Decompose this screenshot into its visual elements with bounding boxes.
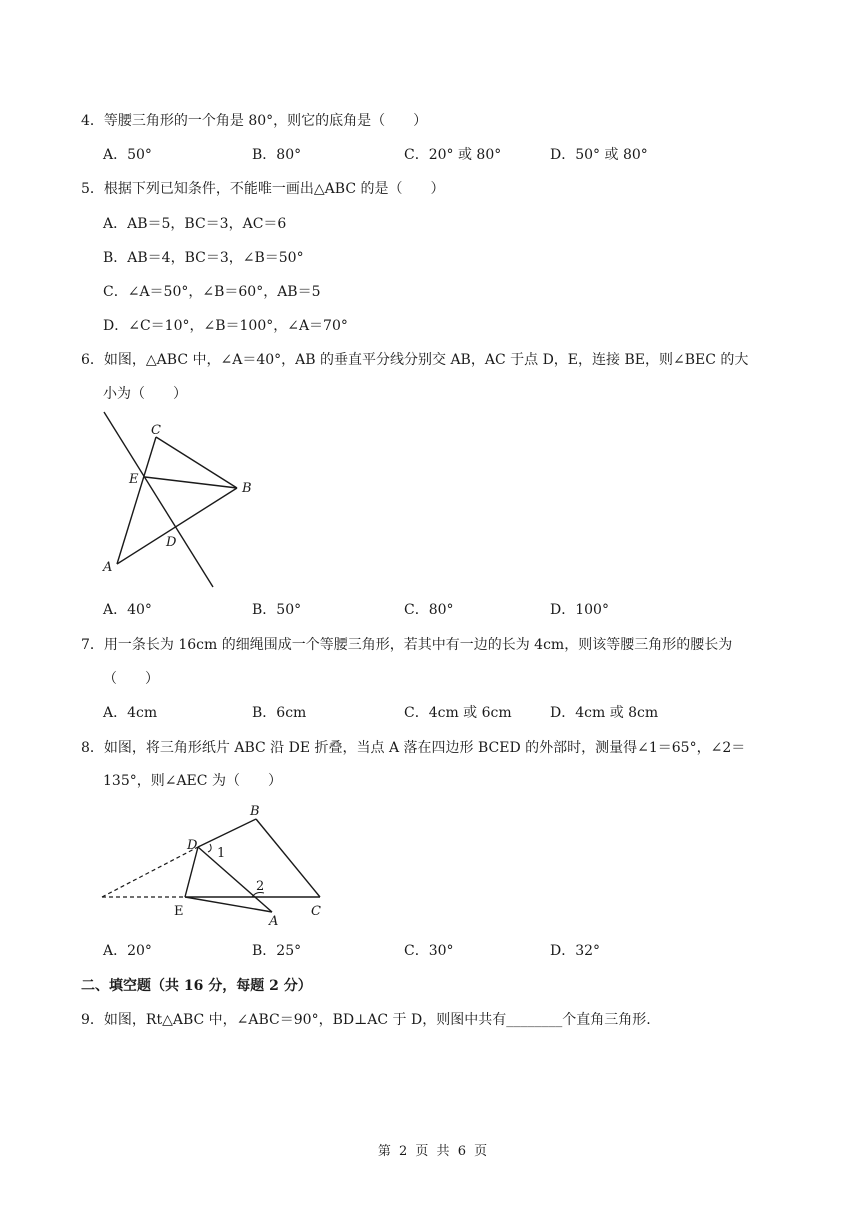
q4-option-b: B．80° [252,147,302,163]
question-7-stem-line1: 7．用一条长为 16cm 的细绳围成一个等腰三角形，若其中有一边的长为 4cm，则该等腰三角形的腰长为 [81,637,733,653]
q6-label-d: D [166,535,177,550]
q5-option-a: A．AB＝5，BC＝3，AC＝6 [103,216,287,232]
question-8-stem-line1: 8．如图，将三角形纸片 ABC 沿 DE 折叠，当点 A 落在四边形 BCED 的外部时，测量得∠1＝65°，∠2＝ [81,740,746,756]
question-5-stem: 5．根据下列已知条件，不能唯一画出△ABC 的是（ ） [81,181,445,197]
section-2-heading: 二、填空题（共 16 分，每题 2 分） [81,978,312,994]
q8-label-a: A [269,914,279,929]
q4-option-d: D．50° 或 80° [550,147,648,163]
q8-side-db [198,819,256,847]
q8-label-e: E [174,904,184,919]
q8-side-ea [185,897,272,912]
q8-option-d: D．32° [550,943,601,959]
q5-option-c: C．∠A＝50°，∠B＝60°，AB＝5 [103,284,321,300]
q4-option-c: C．20° 或 80° [404,147,502,163]
q8-option-a: A．20° [103,943,152,959]
q8-label-b: B [250,804,260,819]
question-9-stem: 9．如图，Rt△ABC 中，∠ABC＝90°，BD⊥AC 于 D，则图中共有________个直角三角形. [81,1012,651,1028]
q6-option-b: B．50° [252,602,302,618]
q7-option-d: D．4cm 或 8cm [550,705,659,721]
q6-label-e: E [129,472,139,487]
q6-label-a: A [103,560,113,575]
q6-side-ac [117,437,156,564]
question-6-stem-line2: 小为（ ） [103,386,187,402]
q6-triangle-figure [100,410,260,595]
q8-dashed-line-upper [102,847,198,897]
q7-option-b: B．6cm [252,705,307,721]
q8-fold-de [185,847,198,897]
q8-label-c: C [311,904,321,919]
q6-side-ab [117,488,237,564]
q8-angle-1-arc [208,844,211,852]
q8-label-1: 1 [217,846,226,861]
q6-label-b: B [242,481,252,496]
q6-option-c: C．80° [404,602,454,618]
question-4-stem: 4．等腰三角形的一个角是 80°，则它的底角是（ ） [81,113,428,129]
q6-option-a: A．40° [103,602,152,618]
q8-label-2: 2 [256,879,265,894]
page-number-footer: 第 2 页 共 6 页 [377,1144,490,1159]
q7-option-c: C．4cm 或 6cm [404,705,512,721]
q5-option-b: B．AB＝4，BC＝3，∠B＝50° [103,250,304,266]
question-8-stem-line2: 135°，则∠AEC 为（ ） [103,773,282,789]
q8-fold-figure [100,800,340,930]
q8-option-b: B．25° [252,943,302,959]
q6-label-c: C [151,423,161,438]
q8-option-c: C．30° [404,943,454,959]
q8-label-d: D [187,838,198,853]
q5-option-d: D．∠C＝10°，∠B＝100°，∠A＝70° [103,318,348,334]
question-6-stem-line1: 6．如图，△ABC 中，∠A＝40°，AB 的垂直平分线分别交 AB，AC 于点 D，E，连接 BE，则∠BEC 的大 [81,352,749,368]
q8-side-bc [256,819,320,897]
q4-option-a: A．50° [103,147,152,163]
question-7-stem-line2: （ ） [103,671,159,687]
q7-option-a: A．4cm [103,705,158,721]
q6-option-d: D．100° [550,602,609,618]
